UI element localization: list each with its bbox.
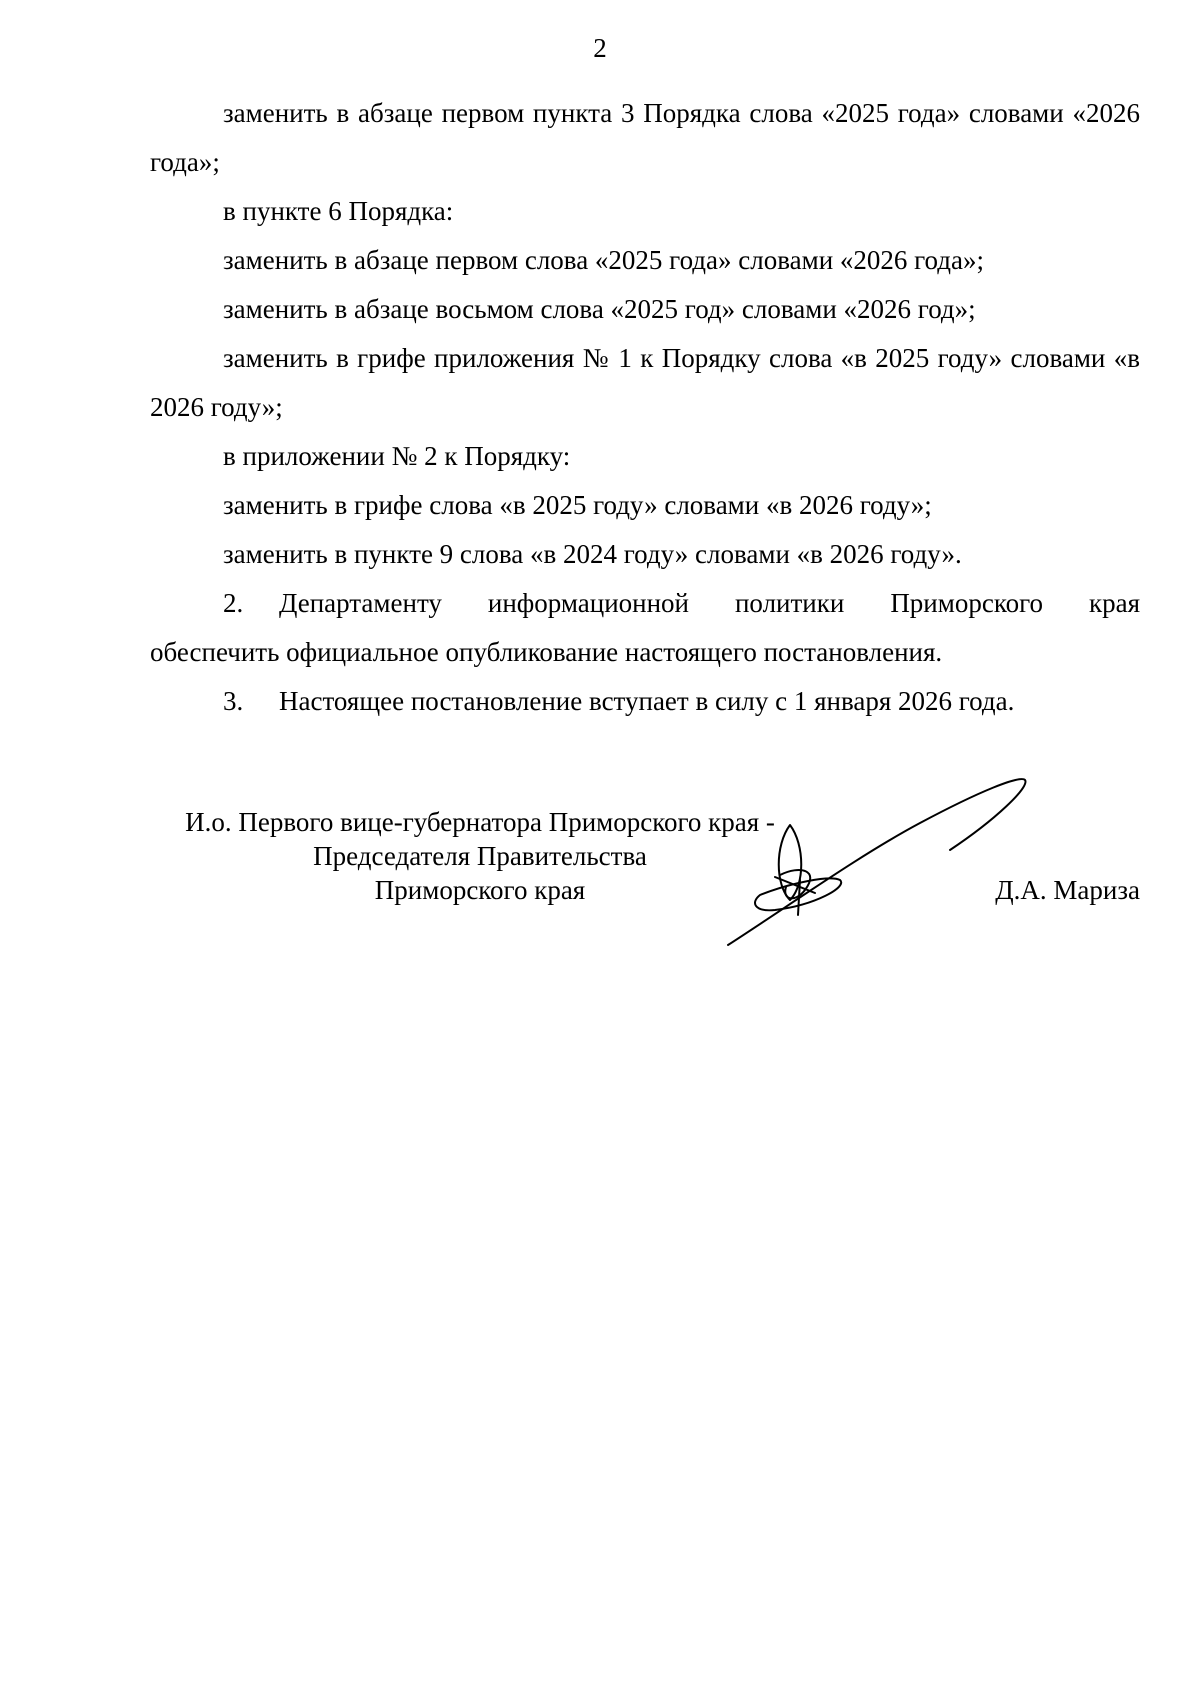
signature-stroke — [728, 779, 1025, 945]
item-2-words — [279, 579, 1140, 628]
page-number: 2 — [593, 33, 607, 63]
item-2-number: 2. — [223, 588, 244, 618]
paragraph-replace-appendix-1: заменить в грифе приложения № 1 к Порядку слова «в 2025 году» словами «в 2026 году»; — [150, 343, 1140, 422]
item-3-text: Настоящее постановление вступает в силу с 1 января 2026 года. — [279, 686, 1015, 716]
paragraph-appendix-2-heading: в приложении № 2 к Порядку: — [223, 441, 571, 471]
item-2-word: политики — [734, 588, 845, 618]
item-2-word: Департаменту — [279, 588, 442, 618]
signatory-title-line: Приморского края — [374, 875, 586, 905]
item-2-line-2: обеспечить официальное опубликование настоящего постановления. — [150, 637, 943, 667]
document-body — [150, 89, 1140, 726]
item-3-number: 3. — [223, 686, 244, 716]
signatory-title-line: Председателя Правительства — [313, 841, 647, 871]
handwritten-signature-icon — [720, 765, 1050, 950]
paragraph-replace-point-9: заменить в пункте 9 слова «в 2024 году» словами «в 2026 году». — [223, 539, 962, 569]
signatory-title-line: И.о. Первого вице-губернатора Приморского края - — [185, 807, 775, 837]
signatory-title — [150, 805, 810, 907]
item-3 — [150, 677, 1140, 726]
item-2-line-1 — [150, 579, 1140, 628]
paragraph-replace-point-3: заменить в абзаце первом пункта 3 Порядка слова «2025 года» словами «2026 года»; — [150, 98, 1140, 177]
item-2-word: Приморского — [890, 588, 1043, 618]
paragraph-replace-grif: заменить в грифе слова «в 2025 году» словами «в 2026 году»; — [223, 490, 932, 520]
signature-stroke — [779, 825, 802, 900]
paragraph-replace-eighth-abzac: заменить в абзаце восьмом слова «2025 год» словами «2026 год»; — [223, 294, 976, 324]
signatory-name: Д.А. Мариза — [995, 875, 1140, 905]
item-2-word: информационной — [487, 588, 689, 618]
paragraph-replace-first-abzac: заменить в абзаце первом слова «2025 года» словами «2026 года»; — [223, 245, 984, 275]
paragraph-point-6-heading: в пункте 6 Порядка: — [223, 196, 454, 226]
item-2-word: края — [1088, 588, 1140, 618]
